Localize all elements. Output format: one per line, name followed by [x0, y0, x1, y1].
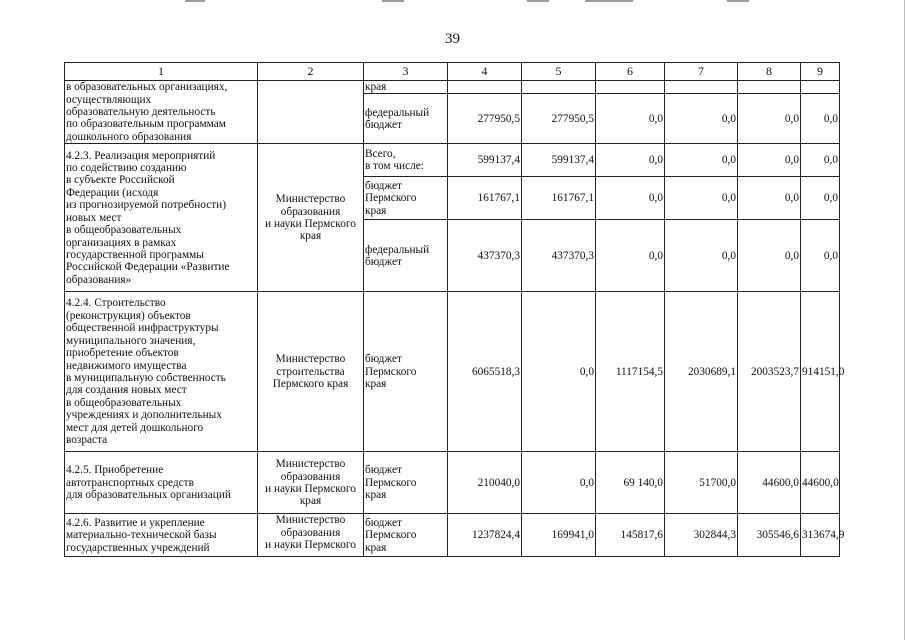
header-cell: 3 [364, 63, 448, 81]
cell-text-line: края [365, 81, 387, 93]
cell-text-line: края [365, 541, 387, 554]
top-border-fragment [527, 0, 549, 2]
cell-text-line: Министерство [275, 193, 346, 206]
cell-text-line: в муниципальную собственность [66, 371, 226, 384]
cell-text-line: строительства [276, 365, 345, 378]
top-border-fragment [185, 0, 205, 2]
funding-amount-cell: 6065518,3 [448, 292, 522, 452]
funding-amount-cell: 0,0 [522, 452, 596, 514]
header-cell: 5 [522, 63, 596, 81]
cell-text-line: Пермского края [272, 378, 349, 391]
funding-amount-cell: 599137,4 [448, 144, 522, 177]
funding-amount-cell: 305546,6 [738, 514, 801, 557]
cell-text-line: Пермского [365, 192, 417, 205]
cell-text-line: по образовательным программам [66, 118, 226, 131]
cell-text-line: бюджет [365, 255, 402, 268]
cell-text-line: и науки Пермского [265, 482, 356, 495]
responsible-executor-cell [258, 81, 364, 144]
funding-amount-cell: 0,0 [738, 94, 801, 144]
cell-text-line: края [365, 378, 387, 391]
funding-amount-cell: 0,0 [801, 220, 840, 292]
funding-amount-cell: 51700,0 [665, 452, 738, 514]
funding-amount-cell: 0,0 [596, 177, 665, 220]
cell-text-line: Министерство [275, 458, 346, 471]
table-body [65, 63, 845, 557]
funding-amount-cell: 0,0 [665, 177, 738, 220]
funding-amount-cell: 145817,6 [596, 514, 665, 557]
cell-text-line: края [365, 489, 387, 502]
funding-amount-cell [665, 81, 738, 94]
responsible-executor-cell [258, 292, 364, 452]
funding-amount-cell: 210040,0 [448, 452, 522, 514]
cell-text-line: Российской Федерации «Развитие [66, 261, 230, 274]
cell-text-line: государственной программы [66, 248, 204, 261]
cell-text-line: образования [280, 470, 341, 483]
funding-amount-cell: 2003523,7 [738, 292, 801, 452]
funding-amount-cell: 0,0 [801, 177, 840, 220]
cell-text-line: образовательную деятельность [66, 106, 216, 118]
funding-amount-cell: 437370,3 [448, 220, 522, 292]
funding-source-cell [364, 292, 448, 452]
top-border-fragment [727, 0, 749, 2]
cell-text-line: приобретение объектов [66, 347, 179, 360]
cell-text-line: автотранспортных средств [66, 476, 194, 489]
funding-amount-cell: 44600,0 [801, 452, 840, 514]
responsible-executor-cell [258, 144, 364, 292]
cell-text-line: бюджет [365, 464, 402, 477]
cell-text-line: в том числе: [365, 160, 424, 173]
cell-text-line: организациях в рамках [66, 236, 177, 249]
cell-text-line: 4.2.4. Строительство [66, 297, 166, 310]
funding-amount-cell: 44600,0 [738, 452, 801, 514]
table-row [65, 514, 840, 557]
cell-text-line: бюджет [365, 118, 402, 131]
cell-text-line: в образовательных организациях, [66, 81, 228, 94]
funding-amount-cell: 0,0 [665, 94, 738, 144]
table-row [65, 144, 840, 177]
cell-text-line: края [299, 495, 322, 508]
cell-text-line: для создания новых мест [66, 384, 187, 397]
cell-text-line: бюджет [365, 353, 402, 366]
table-header-row [65, 63, 840, 81]
funding-amount-cell: 0,0 [596, 144, 665, 177]
cell-text-line: муниципального значения, [66, 334, 196, 347]
header-cell: 8 [738, 63, 801, 81]
cell-text-line: в общеобразовательных [66, 224, 182, 237]
funding-amount-cell: 1237824,4 [448, 514, 522, 557]
cell-text-line: материально-технической базы [66, 529, 217, 542]
cell-text-line: и науки Пермского [265, 217, 356, 230]
funding-source-cell [364, 94, 448, 144]
cell-text-line: края [299, 230, 322, 243]
cell-text-line: образования» [66, 273, 132, 286]
cell-text-line: новых мест [66, 211, 122, 224]
top-border-fragment [382, 0, 404, 2]
funding-amount-cell: 1117154,5 [596, 292, 665, 452]
table-row [65, 452, 840, 514]
cell-text-line: Министерство [275, 353, 346, 366]
cell-text-line: из прогнозируемой потребности) [66, 199, 226, 212]
funding-amount-cell [596, 81, 665, 94]
funding-amount-cell [448, 81, 522, 94]
funding-amount-cell: 0,0 [801, 144, 840, 177]
measure-description-cell [65, 452, 258, 514]
funding-amount-cell: 0,0 [665, 144, 738, 177]
cell-text-line: 4.2.5. Приобретение [66, 464, 164, 477]
cell-text-line: (реконструкция) объектов [66, 309, 191, 322]
funding-amount-cell: 313674,9 [801, 514, 840, 557]
funding-amount-cell: 599137,4 [522, 144, 596, 177]
funding-amount-cell: 437370,3 [522, 220, 596, 292]
funding-source-cell [364, 514, 448, 557]
cell-text-line: 4.2.6. Развитие и укрепление [66, 516, 205, 529]
header-cell: 2 [258, 63, 364, 81]
table-row [65, 292, 840, 452]
cell-text-line: осуществляющих [66, 93, 152, 106]
header-cell: 6 [596, 63, 665, 81]
cell-text-line: государственных учреждений [66, 541, 210, 554]
cell-text-line: по содействию созданию [66, 162, 187, 175]
cell-text-line: недвижимого имущества [66, 359, 187, 372]
funding-amount-cell: 169941,0 [522, 514, 596, 557]
responsible-executor-cell [258, 514, 364, 557]
measure-description-cell [65, 144, 258, 292]
cell-text-line: федеральный [365, 243, 430, 256]
cell-text-line: образования [280, 205, 341, 218]
page-number: 39 [445, 31, 460, 47]
cell-text-line: бюджет [365, 516, 402, 529]
cell-text-line: Пермского [365, 529, 417, 542]
funding-amount-cell: 277950,5 [522, 94, 596, 144]
funding-source-cell [364, 81, 448, 94]
funding-amount-cell: 0,0 [596, 94, 665, 144]
cell-text-line: Федерации (исходя [66, 186, 159, 199]
funding-amount-cell [738, 81, 801, 94]
cell-text-line: Пермского [365, 365, 417, 378]
funding-source-cell [364, 452, 448, 514]
funding-amount-cell: 0,0 [596, 220, 665, 292]
cell-text-line: бюджет [365, 179, 402, 192]
budget-table [64, 62, 845, 557]
funding-amount-cell: 277950,5 [448, 94, 522, 144]
funding-amount-cell: 0,0 [665, 220, 738, 292]
header-cell: 4 [448, 63, 522, 81]
cell-text-line: возраста [66, 433, 108, 446]
table-row [65, 81, 840, 94]
cell-text-line: в общеобразовательных [66, 396, 182, 409]
top-border-fragment [585, 0, 633, 2]
cell-text-line: в субъекте Российской [66, 174, 175, 187]
cell-text-line: края [365, 204, 387, 217]
funding-amount-cell: 914151,0 [801, 292, 840, 452]
cell-text-line: мест для детей дошкольного [66, 421, 204, 434]
funding-amount-cell: 69 140,0 [596, 452, 665, 514]
header-cell: 1 [65, 63, 258, 81]
funding-amount-cell [522, 81, 596, 94]
funding-amount-cell: 0,0 [801, 94, 840, 144]
funding-amount-cell: 161767,1 [522, 177, 596, 220]
funding-amount-cell: 0,0 [738, 144, 801, 177]
cell-text-line: Всего, [365, 148, 396, 160]
funding-source-cell [364, 177, 448, 220]
funding-amount-cell: 161767,1 [448, 177, 522, 220]
funding-source-cell [364, 144, 448, 177]
funding-amount-cell [801, 81, 840, 94]
cell-text-line: образования [280, 526, 341, 539]
measure-description-cell [65, 514, 258, 557]
cell-text-line: 4.2.3. Реализация мероприятий [66, 149, 216, 162]
funding-amount-cell: 302844,3 [665, 514, 738, 557]
cell-text-line: федеральный [365, 106, 430, 119]
cell-text-line: дошкольного образования [66, 130, 192, 143]
measure-description-cell [65, 292, 258, 452]
cell-text-line: Пермского [365, 476, 417, 489]
cell-text-line: для образовательных организаций [66, 489, 231, 502]
responsible-executor-cell [258, 452, 364, 514]
funding-amount-cell: 2030689,1 [665, 292, 738, 452]
cell-text-line: учреждениях и дополнительных [66, 409, 222, 422]
funding-source-cell [364, 220, 448, 292]
funding-amount-cell: 0,0 [738, 220, 801, 292]
cell-text-line: и науки Пермского [265, 539, 356, 552]
measure-description-cell [65, 81, 258, 144]
cell-text-line: Министерство [275, 514, 346, 527]
header-cell: 9 [801, 63, 840, 81]
funding-amount-cell: 0,0 [522, 292, 596, 452]
funding-amount-cell: 0,0 [738, 177, 801, 220]
header-cell: 7 [665, 63, 738, 81]
cell-text-line: общественной инфраструктуры [66, 322, 219, 335]
